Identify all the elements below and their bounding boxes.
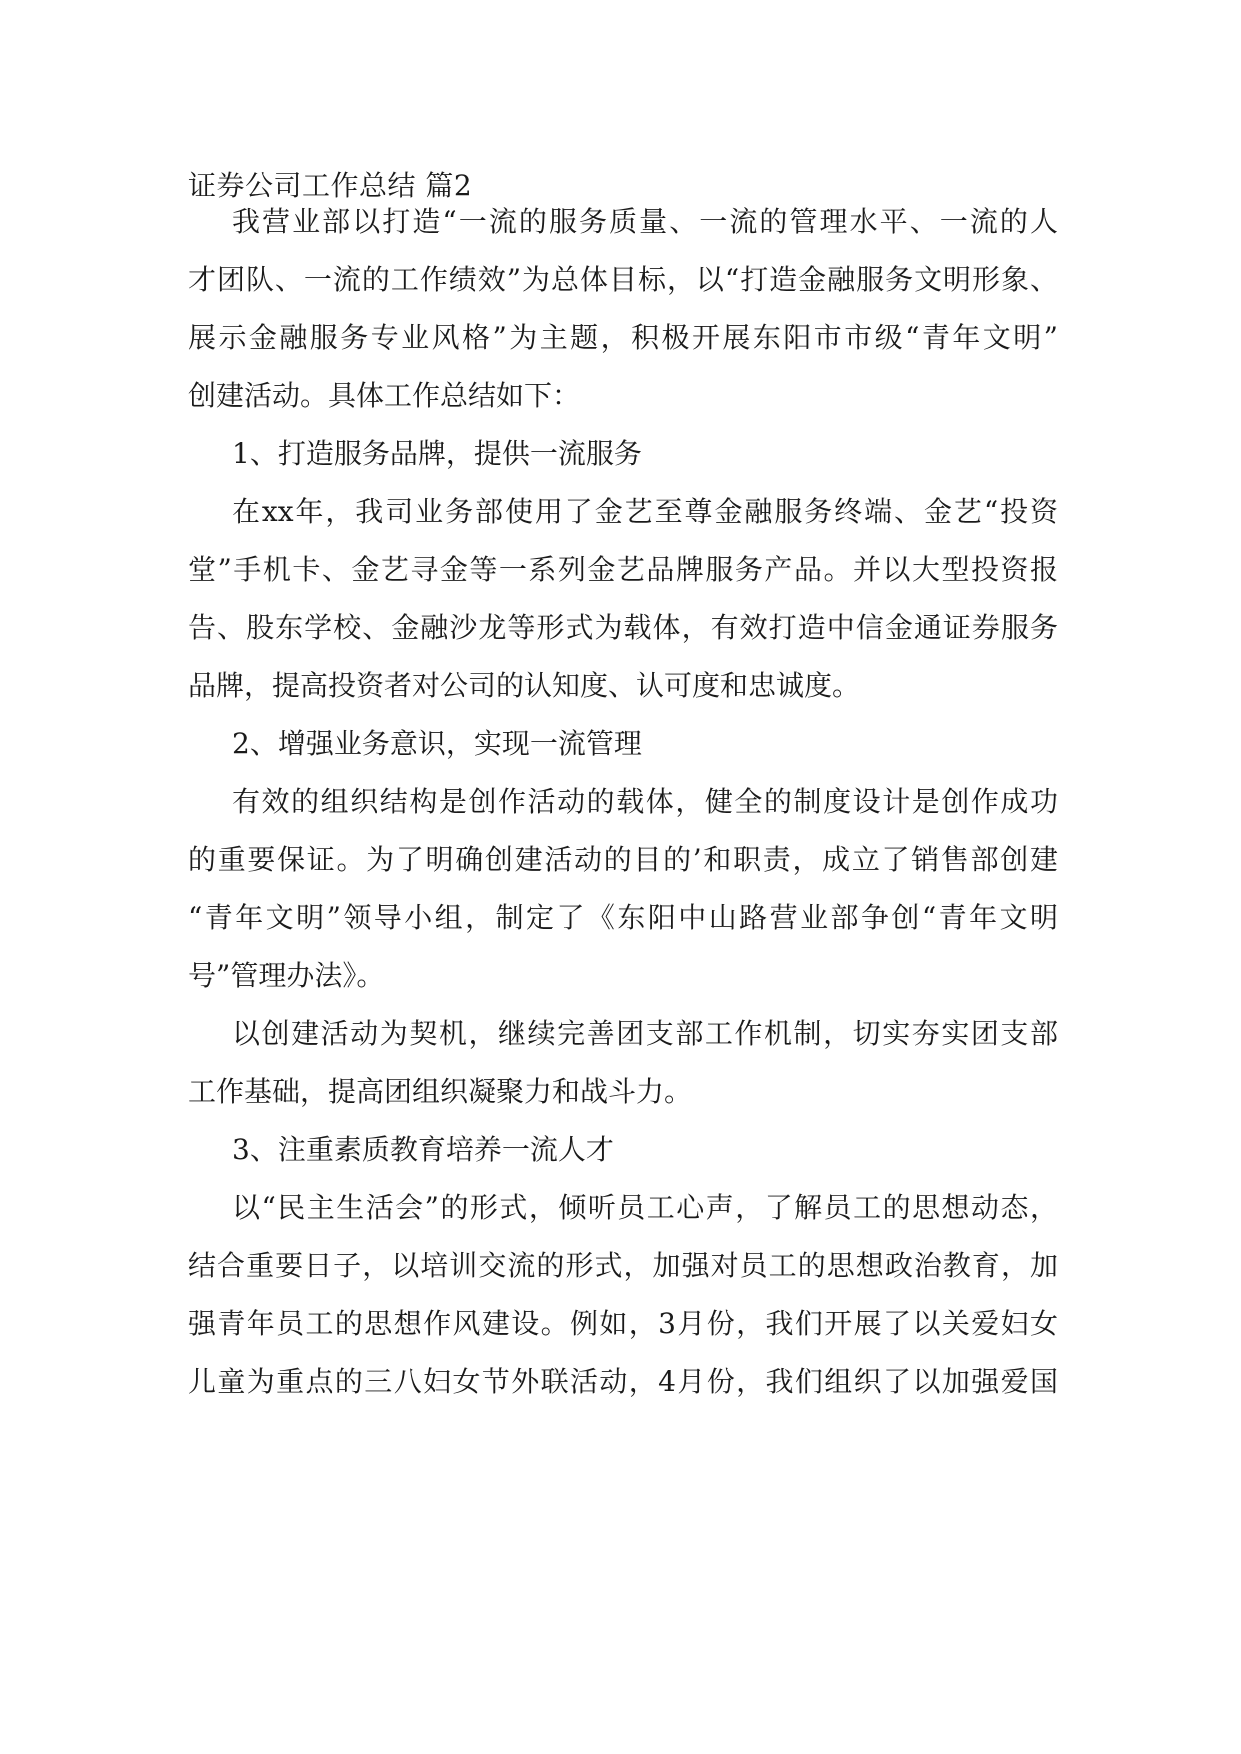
paragraph-line: 的重要保证。为了明确创建活动的目的’和职责，成立了销售部创建 (188, 843, 1058, 876)
paragraph-line: 以“民主生活会”的形式，倾听员工心声，了解员工的思想动态， (232, 1191, 1058, 1224)
paragraph-line: 告、股东学校、金融沙龙等形式为载体，有效打造中信金通证券服务 (188, 611, 1058, 644)
section-heading: 3、注重素质教育培养一流人才 (232, 1133, 614, 1166)
paragraph-line: 堂”手机卡、金艺寻金等一系列金艺品牌服务产品。并以大型投资报 (188, 553, 1058, 586)
paragraph-line: 号”管理办法》。 (188, 959, 385, 992)
paragraph-line: 以创建活动为契机，继续完善团支部工作机制，切实夯实团支部 (232, 1017, 1058, 1050)
paragraph-line: 才团队、一流的工作绩效”为总体目标，以“打造金融服务文明形象、 (188, 263, 1058, 296)
document-title: 证券公司工作总结 篇2 (188, 169, 473, 202)
paragraph-line: 在xx年，我司业务部使用了金艺至尊金融服务终端、金艺“投资 (232, 495, 1058, 528)
paragraph-line: 我营业部以打造“一流的服务质量、一流的管理水平、一流的人 (232, 205, 1058, 238)
paragraph-line: 儿童为重点的三八妇女节外联活动，4月份，我们组织了以加强爱国 (188, 1365, 1058, 1398)
paragraph-line: 有效的组织结构是创作活动的载体，健全的制度设计是创作成功 (232, 785, 1058, 818)
section-heading: 1、打造服务品牌，提供一流服务 (232, 437, 642, 470)
paragraph-line: 品牌，提高投资者对公司的认知度、认可度和忠诚度。 (188, 669, 861, 702)
section-heading: 2、增强业务意识，实现一流管理 (232, 727, 642, 760)
paragraph-line: 结合重要日子，以培训交流的形式，加强对员工的思想政治教育，加 (188, 1249, 1058, 1282)
paragraph-line: 展示金融服务专业风格”为主题，积极开展东阳市市级“青年文明” (188, 321, 1058, 354)
paragraph-line: “青年文明”领导小组，制定了《东阳中山路营业部争创“青年文明 (188, 901, 1058, 934)
paragraph-line: 强青年员工的思想作风建设。例如，3月份，我们开展了以关爱妇女 (188, 1307, 1058, 1340)
paragraph-line: 工作基础，提高团组织凝聚力和战斗力。 (188, 1075, 693, 1108)
paragraph-line: 创建活动。具体工作总结如下： (188, 379, 581, 412)
